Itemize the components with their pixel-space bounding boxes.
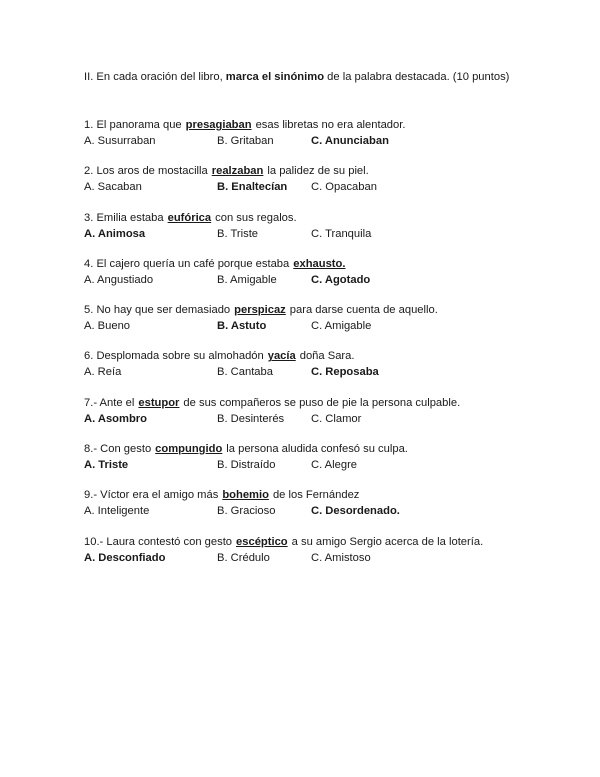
keyword: presagiaban [185, 119, 252, 131]
option-c[interactable]: C. Alegre [311, 459, 358, 472]
keyword: eufórica [167, 211, 212, 224]
sentence-pre: 7.- Ante el [84, 396, 135, 409]
sentence-post: la persona aludida confesó su culpa. [226, 443, 408, 456]
question-sentence [84, 488, 359, 502]
option-b[interactable]: B. Gracioso [217, 505, 276, 518]
question-sentence [84, 118, 405, 132]
option-a[interactable]: A. Inteligente [84, 505, 150, 518]
keyword: exhausto. [293, 257, 346, 270]
option-c[interactable]: C. Amistoso [311, 551, 371, 564]
question-5 [84, 271, 564, 333]
option-a[interactable]: A. Sacaban [84, 181, 142, 194]
question-sentence [84, 349, 354, 363]
option-a[interactable]: A. Triste [84, 459, 129, 472]
sentence-post: para darse cuenta de aquello. [289, 304, 438, 317]
question-2 [84, 132, 564, 194]
question-10 [84, 503, 564, 564]
sentence-pre: 10.- Laura contestó con gesto [84, 535, 233, 548]
question-8 [84, 410, 564, 472]
sentence-post: de los Fernández [272, 489, 360, 502]
question-sentence [84, 396, 460, 410]
keyword: bohemio [222, 489, 269, 502]
sentence-post: a su amigo Sergio acerca de la lotería. [291, 535, 484, 548]
question-sentence [84, 164, 369, 178]
question-list [84, 86, 564, 564]
sentence-pre: 8.- Con gesto [84, 443, 152, 456]
sentence-post: con sus regalos. [215, 211, 297, 224]
question-3 [84, 179, 564, 240]
option-c[interactable]: C. Reposaba [311, 366, 379, 379]
sentence-post: doña Sara. [299, 350, 355, 363]
worksheet [84, 68, 564, 564]
question-sentence [84, 257, 345, 271]
option-a[interactable]: A. Bueno [84, 320, 131, 333]
sentence-pre: 3. Emilia estaba [84, 211, 164, 224]
keyword: compungido [155, 443, 223, 456]
option-a[interactable]: A. Angustiado [84, 273, 154, 286]
option-c[interactable]: C. Tranquila [311, 227, 372, 240]
question-sentence [84, 303, 438, 317]
keyword: escéptico [236, 535, 288, 548]
option-c[interactable]: C. Clamor [311, 412, 362, 425]
option-a[interactable]: A. Reía [84, 366, 122, 379]
option-b[interactable]: B. Crédulo [217, 551, 270, 564]
option-c[interactable]: C. Agotado [311, 273, 371, 286]
question-sentence [84, 535, 483, 549]
sentence-post: esas libretas no era alentador. [255, 119, 406, 131]
instructions [84, 68, 564, 86]
option-b[interactable]: B. Desinterés [217, 412, 285, 425]
option-b[interactable]: B. Cantaba [217, 366, 273, 379]
option-c[interactable]: C. Desordenado. [311, 505, 400, 518]
sentence-pre: 2. Los aros de mostacilla [84, 165, 208, 178]
option-a[interactable]: A. Susurraban [84, 135, 156, 147]
option-b[interactable]: B. Enaltecían [217, 181, 288, 194]
sentence-pre: 5. No hay que ser demasiado [84, 304, 231, 317]
sentence-post: de sus compañeros se puso de pie la persona culpable. [183, 396, 461, 409]
instructions-highlight: marca el sinónimo [225, 71, 325, 83]
option-b[interactable]: B. Gritaban [217, 135, 274, 147]
keyword: yacía [267, 350, 296, 363]
sentence-pre: 1. El panorama que [84, 119, 182, 131]
question-9 [84, 456, 564, 518]
instructions-pre: II. En cada oración del libro, [84, 71, 223, 83]
sentence-pre: 6. Desplomada sobre su almohadón [84, 350, 264, 363]
sentence-post: la palidez de su piel. [267, 165, 369, 178]
question-6 [84, 317, 564, 379]
question-1 [84, 86, 564, 147]
option-b[interactable]: B. Amigable [217, 273, 277, 286]
option-a[interactable]: A. Animosa [84, 227, 146, 240]
option-b[interactable]: B. Triste [217, 227, 259, 240]
option-c[interactable]: C. Opacaban [311, 181, 377, 194]
keyword: estupor [138, 396, 180, 409]
option-b[interactable]: B. Astuto [217, 320, 267, 333]
keyword: perspicaz [234, 304, 286, 317]
option-a[interactable]: A. Desconfiado [84, 551, 166, 564]
options-row [84, 551, 564, 565]
sentence-pre: 4. El cajero quería un café porque estaba [84, 257, 290, 270]
question-sentence [84, 442, 408, 456]
question-4 [84, 225, 564, 286]
question-sentence [84, 211, 297, 225]
question-7 [84, 364, 564, 425]
keyword: realzaban [211, 165, 264, 178]
option-c[interactable]: C. Anunciaban [311, 135, 389, 147]
option-b[interactable]: B. Distraído [217, 459, 276, 472]
option-a[interactable]: A. Asombro [84, 412, 147, 425]
instructions-post: de la palabra destacada. (10 puntos) [327, 71, 510, 83]
sentence-pre: 9.- Víctor era el amigo más [84, 489, 219, 502]
option-c[interactable]: C. Amigable [311, 320, 372, 333]
